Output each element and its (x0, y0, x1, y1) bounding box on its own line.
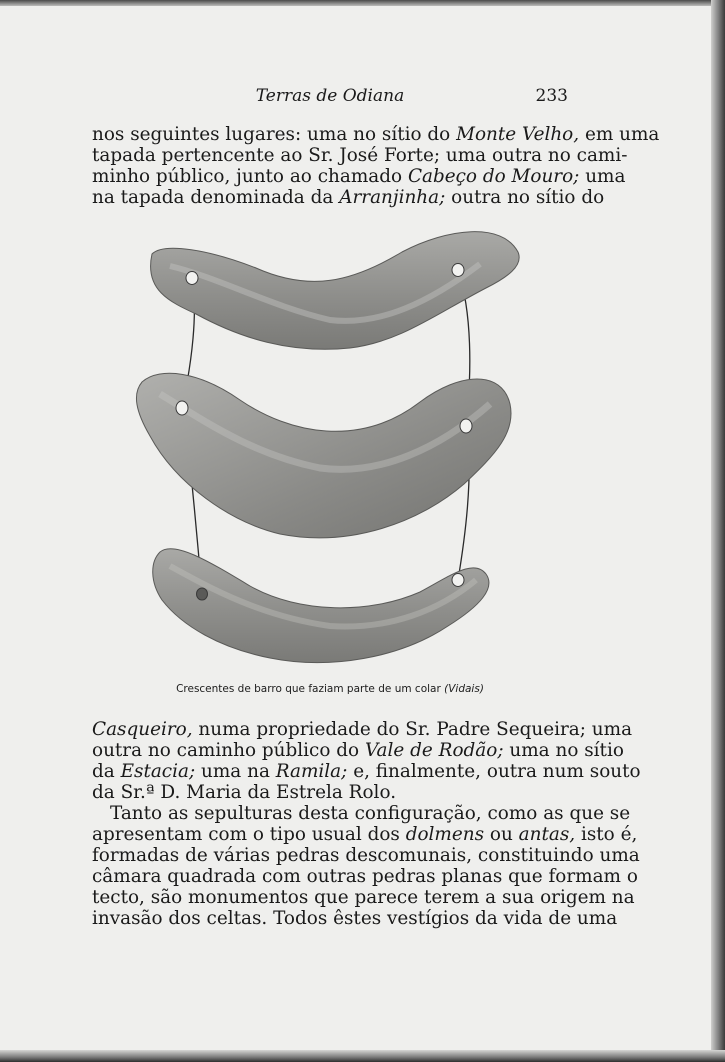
body-text-bottom (92, 719, 641, 929)
text-run: formadas de várias pedras descomunais, constituindo uma (92, 845, 640, 866)
text-run: tapada pertencente ao Sr. José Forte; uma outra no cami- (92, 145, 628, 166)
scan-edge-top (0, 0, 725, 6)
text-run: uma na (195, 761, 276, 782)
italic-term: antas, (518, 824, 576, 845)
text-run: da Sr.ª D. Maria da Estrela Rolo. (92, 782, 397, 803)
text-line (92, 782, 568, 803)
italic-term: Casqueiro, (92, 719, 193, 740)
text-line (92, 866, 638, 887)
crescent-middle (136, 373, 511, 538)
text-run: câmara quadrada com outras pedras planas que formam o (92, 866, 638, 887)
body-text-top (92, 124, 660, 208)
italic-term: Estacia; (120, 761, 196, 782)
hole-bottom-left (197, 588, 208, 600)
text-run: ou (484, 824, 519, 845)
italic-term: Monte Velho, (456, 124, 580, 145)
scan-edge-bottom (0, 1050, 725, 1062)
text-run: em uma (579, 124, 660, 145)
text-run: nos seguintes lugares: uma no sítio do (92, 124, 457, 145)
text-run: na tapada denominada da (92, 187, 340, 208)
text-run: isto é, (575, 824, 638, 845)
text-run: minho público, junto ao chamado (92, 166, 408, 187)
text-line (92, 740, 624, 761)
crescent-top (151, 232, 520, 350)
text-line (92, 887, 635, 908)
text-line (92, 187, 605, 208)
hole-middle-left (176, 401, 188, 415)
text-run: invasão dos celtas. Todos êstes vestígios da vida de uma (92, 908, 618, 929)
italic-term: Ramila; (275, 761, 348, 782)
running-title: Terras de Odiana (255, 86, 405, 106)
italic-term: Arranjinha; (339, 187, 446, 208)
text-run: uma no sítio (503, 740, 624, 761)
hole-bottom-right (452, 574, 464, 587)
text-run: tecto, são monumentos que parece terem a sua origem na (92, 887, 635, 908)
page-number: 233 (535, 86, 568, 106)
italic-term: Cabeço do Mouro; (407, 166, 580, 187)
text-line (92, 824, 638, 845)
text-line (92, 908, 618, 929)
running-header (92, 86, 568, 110)
scan-edge-right (711, 0, 725, 1062)
hole-top-right (452, 264, 464, 277)
text-line (92, 761, 641, 782)
text-line (92, 845, 640, 866)
text-run: da (92, 761, 121, 782)
text-line (92, 124, 660, 145)
hole-top-left (186, 272, 198, 285)
text-run: Tanto as sepulturas desta configuração, como as que se (110, 803, 631, 824)
italic-term: Vale de Rodão; (364, 740, 504, 761)
text-run: outra no sítio do (445, 187, 605, 208)
crescent-necklace-illustration (130, 222, 530, 674)
text-line (92, 803, 631, 824)
text-run: uma (579, 166, 626, 187)
figure-clay-crescents (130, 222, 530, 674)
caption-source: (Vidais) (444, 683, 484, 695)
italic-term: dolmens (405, 824, 485, 845)
text-line (92, 166, 626, 187)
text-line (92, 719, 633, 740)
text-run: outra no caminho público do (92, 740, 365, 761)
text-run: numa propriedade do Sr. Padre Sequeira; uma (192, 719, 633, 740)
figure-caption (92, 683, 568, 695)
caption-text: Crescentes de barro que faziam parte de um colar (176, 683, 441, 695)
hole-middle-right (460, 419, 472, 433)
text-run: e, finalmente, outra num souto (347, 761, 641, 782)
text-run: apresentam com o tipo usual dos (92, 824, 406, 845)
text-line (92, 145, 628, 166)
